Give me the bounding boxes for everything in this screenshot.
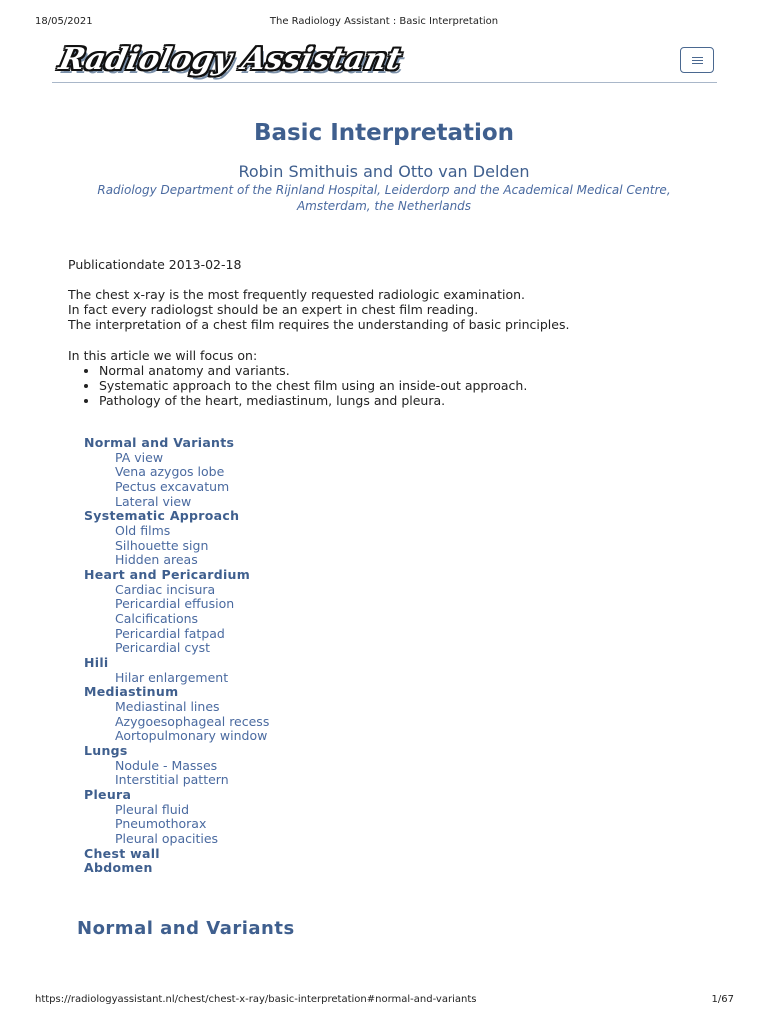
toc-subsection-link[interactable]: Aortopulmonary window <box>115 728 268 744</box>
toc-subsection-link[interactable]: Cardiac incisura <box>115 581 216 597</box>
toc-subsection-link[interactable]: Old films <box>115 523 171 539</box>
toc-subsection-link[interactable]: Interstitial pattern <box>115 772 229 788</box>
toc-subsection-link[interactable]: Silhouette sign <box>115 537 209 553</box>
toc-subsection-link[interactable]: Vena azygos lobe <box>115 464 225 480</box>
page-title: Basic Interpretation <box>253 120 515 146</box>
intro-paragraph <box>68 287 569 332</box>
toc-section-link[interactable]: Heart and Pericardium <box>84 567 251 583</box>
toc-section-link[interactable]: Normal and Variants <box>84 435 235 450</box>
intro-line: The interpretation of a chest film requires the understanding of basic principles. <box>68 317 570 332</box>
toc-subsection-link[interactable]: Pericardial fatpad <box>115 625 225 641</box>
toc-subsection-link[interactable]: Pericardial cyst <box>115 640 211 656</box>
toc-section-link[interactable]: Pleura <box>84 787 132 803</box>
toc-subsection-link[interactable]: Mediastinal lines <box>115 699 220 715</box>
focus-block <box>68 348 527 408</box>
intro-line: In fact every radiologst should be an expert in chest film reading. <box>68 302 479 317</box>
toc-subsection-link[interactable]: Calcifications <box>115 611 199 627</box>
toc-subsection-link[interactable]: Pleural fluid <box>115 801 190 817</box>
affiliation-line: Radiology Department of the Rijnland Hospital, Leiderdorp and the Academical Medical Centre, <box>97 183 671 197</box>
section-heading: Normal and Variants <box>77 918 295 939</box>
focus-item: • Pathology of the heart, mediastinum, lungs and pleura. <box>99 393 527 408</box>
intro-line: The chest x-ray is the most frequently requested radiologic examination. <box>68 287 526 302</box>
toc-subsection-link[interactable]: Hidden areas <box>115 552 198 568</box>
toc-subsection-link[interactable]: Pleural opacities <box>115 831 219 847</box>
page-counter: 1/67 <box>711 994 734 1005</box>
publication-date: Publicationdate 2013-02-18 <box>68 257 242 272</box>
hamburger-icon <box>692 55 703 66</box>
toc-subsection-link[interactable]: Azygoesophageal recess <box>115 713 270 729</box>
toc-subsection-link[interactable]: Pericardial effusion <box>115 596 235 612</box>
toc-section-link[interactable]: Lungs <box>84 743 128 759</box>
print-title: The Radiology Assistant : Basic Interpretation <box>269 16 499 27</box>
header-divider <box>52 82 717 83</box>
toc-section-link[interactable]: Mediastinum <box>84 684 179 700</box>
article-authors: Robin Smithuis and Otto van Delden <box>238 162 530 181</box>
affiliation-line: Amsterdam, the Netherlands <box>296 199 472 213</box>
toc-section-link[interactable]: Systematic Approach <box>84 508 240 524</box>
print-header <box>0 16 768 30</box>
menu-button[interactable] <box>680 47 714 73</box>
print-footer <box>0 994 768 1008</box>
print-date: 18/05/2021 <box>35 16 93 27</box>
focus-list <box>68 363 527 408</box>
focus-intro: In this article we will focus on: <box>68 348 258 363</box>
table-of-contents <box>84 436 269 876</box>
toc-section-link[interactable]: Hili <box>84 655 109 671</box>
toc-section-link[interactable]: Chest wall <box>84 845 160 861</box>
toc-subsection-link[interactable]: Pectus excavatum <box>115 479 230 495</box>
focus-item: • Normal anatomy and variants. <box>99 363 527 378</box>
toc-subsection-link[interactable]: Hilar enlargement <box>115 669 229 685</box>
print-url: https://radiologyassistant.nl/chest/chest-x-ray/basic-interpretation#normal-and-variants <box>35 994 477 1005</box>
article-affiliation <box>80 182 688 214</box>
toc-subsection-link[interactable]: Pneumothorax <box>115 816 207 832</box>
toc-subsection-link[interactable]: Nodule - Masses <box>115 757 218 773</box>
focus-item: • Systematic approach to the chest film using an inside-out approach. <box>99 378 527 393</box>
toc-subsection-link[interactable]: PA view <box>115 449 164 465</box>
toc-subsection-link[interactable]: Lateral view <box>115 493 192 509</box>
site-logo[interactable]: Radiology Assistant <box>56 42 406 77</box>
toc-section-link[interactable]: Abdomen <box>84 860 153 876</box>
